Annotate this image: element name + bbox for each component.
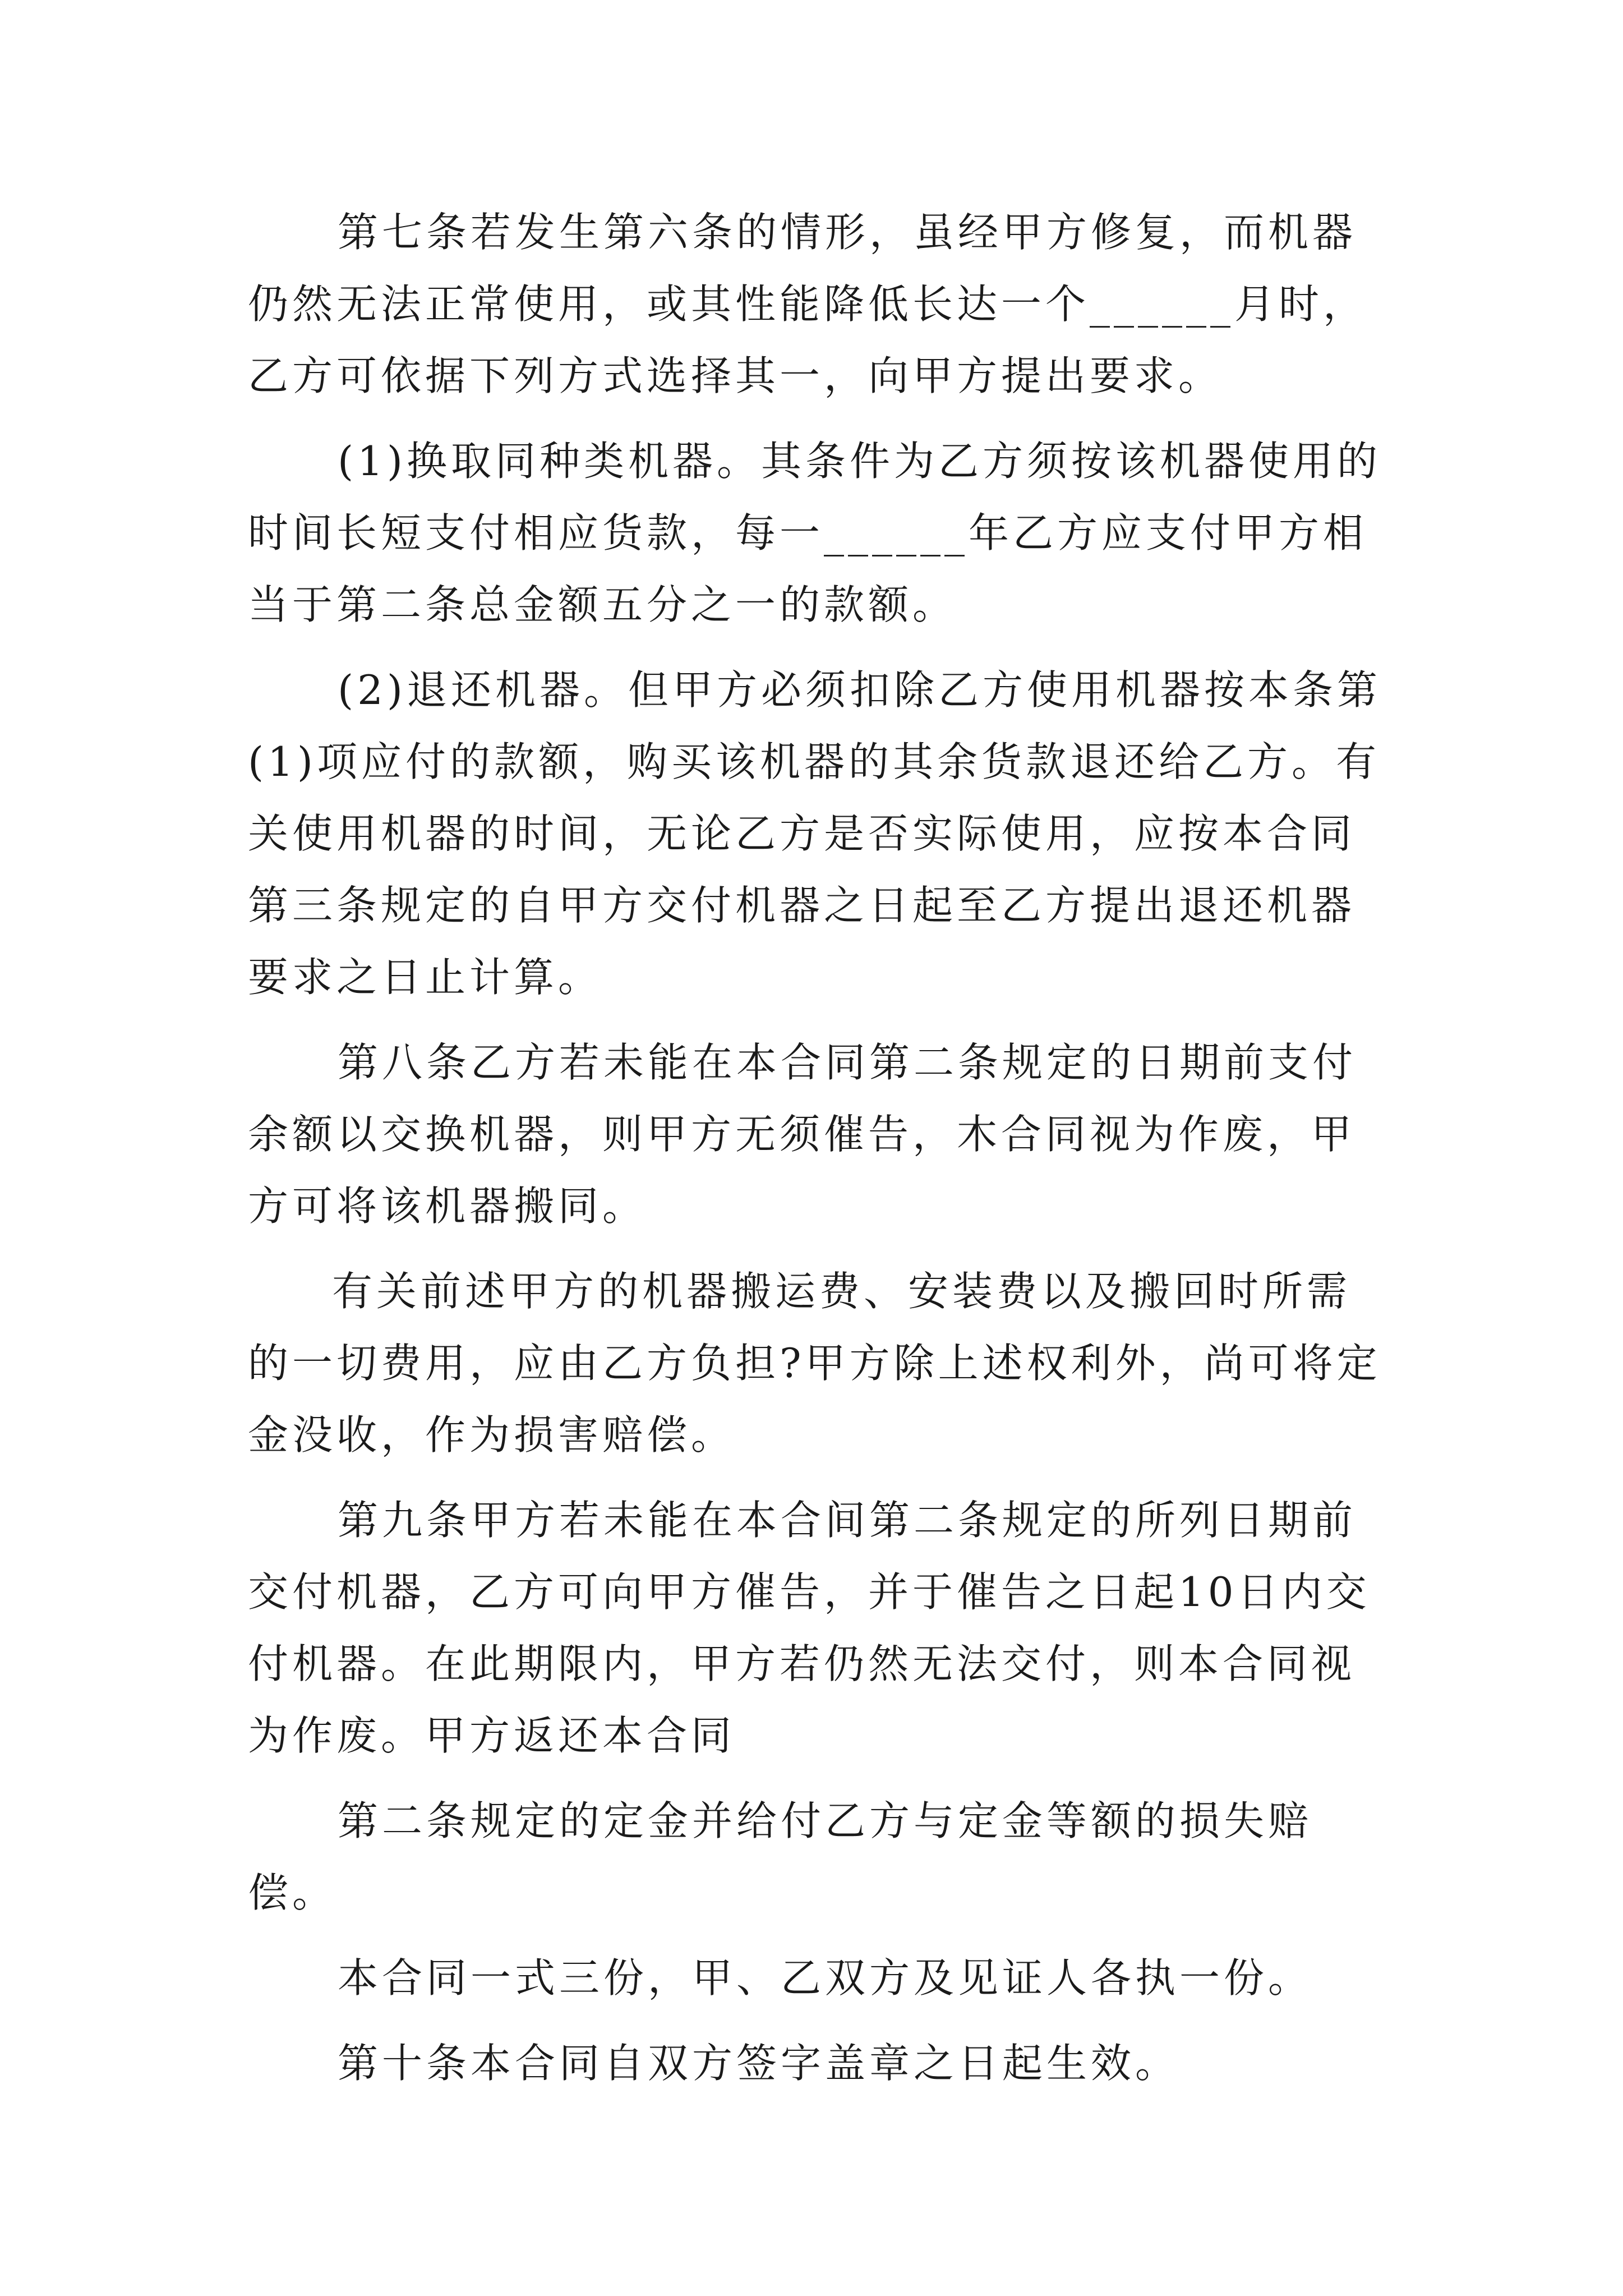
paragraph-item-2: (2)退还机器。但甲方必须扣除乙方使用机器按本条第(1)项应付的款额，购买该机器的其余货款退还给乙方。有关使用机器的时间，无论乙方是否实际使用，应按本合同第三条规定的自甲方交付机器之日起至乙方提出退还机器要求之日止计算。 [248,666,1381,1001]
paragraph-copies: 本合同一式三份，甲、乙双方及见证人各执一份。 [338,1954,1313,2001]
document-body [248,196,1392,2113]
paragraph-article-8-costs: 有关前述甲方的机器搬运费、安装费以及搬回时所需的一切费用，应由乙方负担?甲方除上述权利外，尚可将定金没收，作为损害赔偿。 [248,1268,1381,1458]
paragraph-article-8: 第八条乙方若未能在本合同第二条规定的日期前支付余额以交换机器，则甲方无须催告，木合同视为作废，甲方可将该机器搬同。 [248,1039,1357,1230]
paragraph-deposit-refund: 第二条规定的定金并给付乙方与定金等额的损失赔偿。 [248,1797,1313,1916]
paragraph-article-7: 第七条若发生第六条的情形，虽经甲方修复，而机器仍然无法正常使用，或其性能降低长达一个______月时，乙方可依据下列方式选择其一，向甲方提出要求。 [248,209,1368,399]
paragraph-article-10: 第十条本合同自双方签字盖章之日起生效。 [338,2040,1180,2087]
paragraph-item-1: (1)换取同种类机器。其条件为乙方须按该机器使用的时间长短支付相应货款，每一______年乙方应支付甲方相当于第二条总金额五分之一的款额。 [248,438,1381,628]
paragraph-article-9: 第九条甲方若未能在本合间第二条规定的所列日期前交付机器，乙方可向甲方催告，并于催告之日起10日内交付机器。在此期限内，甲方若仍然无法交付，则本合同视为作废。甲方返还本合同 [248,1497,1371,1759]
